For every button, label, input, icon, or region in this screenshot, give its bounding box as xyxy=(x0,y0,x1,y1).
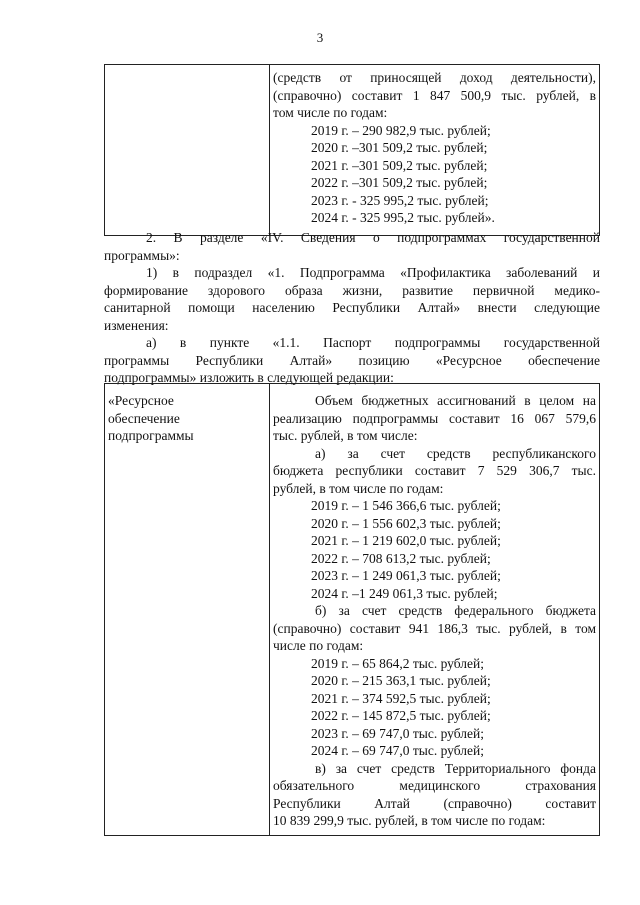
text-line: Объем бюджетных ассигнований в целом на xyxy=(315,393,596,408)
year-line: 2024 г. - 325 995,2 тыс. рублей». xyxy=(311,210,495,225)
top-table-content-cell xyxy=(270,65,600,236)
text-line: Республики Алтай (справочно) составит xyxy=(273,795,596,811)
paragraph-line: изменения: xyxy=(104,317,169,333)
year-line: 2019 г. – 290 982,9 тыс. рублей; xyxy=(311,122,491,138)
year-line: 2022 г. – 708 613,2 тыс. рублей; xyxy=(311,550,491,566)
paragraph-line: программы Республики Алтай» позицию «Ресурсное обеспечение xyxy=(104,352,600,368)
year-line: 2023 г. - 325 995,2 тыс. рублей; xyxy=(311,192,489,208)
text-line: (справочно) составит 941 186,3 тыс. рублей, в том xyxy=(273,620,596,636)
text-line: числе по годам: xyxy=(273,638,364,653)
paragraph-line: санитарной помощи населению Республики Алтай» внести следующие xyxy=(104,300,600,315)
year-line: 2020 г. – 1 556 602,3 тыс. рублей; xyxy=(311,515,501,531)
text-line: б) за счет средств федерального бюджета xyxy=(315,603,596,618)
year-line: 2021 г. – 374 592,5 тыс. рублей; xyxy=(311,690,491,706)
resource-label-cell xyxy=(105,384,270,836)
text-line: 10 839 299,9 тыс. рублей, в том числе по годам: xyxy=(273,813,546,828)
text-line: рублей, в том числе по годам: xyxy=(273,480,444,496)
top-table xyxy=(104,64,600,236)
paragraph-line: формирование здорового образа жизни, развитие первичной медико- xyxy=(104,282,600,298)
year-line: 2024 г. – 69 747,0 тыс. рублей; xyxy=(311,743,484,758)
resource-content-cell xyxy=(270,384,600,836)
text-line: (справочно) составит 1 847 500,9 тыс. рублей, в xyxy=(273,87,596,103)
text-line: тыс. рублей, в том числе: xyxy=(273,428,418,443)
paragraph-line: а) в пункте «1.1. Паспорт подпрограммы государственной xyxy=(146,335,600,350)
year-line: 2019 г. – 1 546 366,6 тыс. рублей; xyxy=(311,498,501,513)
page-number: 3 xyxy=(316,30,324,45)
label-line: обеспечение xyxy=(108,410,180,426)
year-line: 2022 г. –301 509,2 тыс. рублей; xyxy=(311,175,488,190)
year-line: 2024 г. –1 249 061,3 тыс. рублей; xyxy=(311,585,498,601)
year-line: 2019 г. – 65 864,2 тыс. рублей; xyxy=(311,655,484,671)
text-line: реализацию подпрограммы составит 16 067 579,6 xyxy=(273,410,596,426)
label-line: подпрограммы xyxy=(108,428,194,443)
paragraph-line: 1) в подраздел «1. Подпрограмма «Профилактика заболеваний и xyxy=(146,265,600,280)
year-line: 2020 г. – 215 363,1 тыс. рублей; xyxy=(311,673,491,688)
text-line: в) за счет средств Территориального фонда xyxy=(315,760,596,776)
year-line: 2021 г. – 1 219 602,0 тыс. рублей; xyxy=(311,533,501,548)
paragraph-line: подпрограммы» изложить в следующей редакции: xyxy=(104,370,394,385)
paragraph-line: программы»: xyxy=(104,247,180,263)
text-line: (средств от приносящей доход деятельности), xyxy=(273,70,596,85)
paragraph-line: 2. В разделе «IV. Сведения о подпрограммах государственной xyxy=(146,230,600,245)
year-line: 2023 г. – 69 747,0 тыс. рублей; xyxy=(311,725,484,741)
label-line: «Ресурсное xyxy=(108,393,174,408)
year-line: 2023 г. – 1 249 061,3 тыс. рублей; xyxy=(311,568,501,583)
text-line: том числе по годам: xyxy=(273,105,388,120)
text-line: обязательного медицинского страхования xyxy=(273,778,596,793)
year-line: 2020 г. –301 509,2 тыс. рублей; xyxy=(311,140,488,155)
year-line: 2022 г. – 145 872,5 тыс. рублей; xyxy=(311,708,491,723)
text-line: бюджета республики составит 7 529 306,7 тыс. xyxy=(273,463,596,478)
body-text xyxy=(104,229,600,387)
top-table-empty-cell xyxy=(105,65,270,236)
text-line: а) за счет средств республиканского xyxy=(315,445,596,461)
resource-table xyxy=(104,383,600,836)
year-line: 2021 г. –301 509,2 тыс. рублей; xyxy=(311,157,488,173)
